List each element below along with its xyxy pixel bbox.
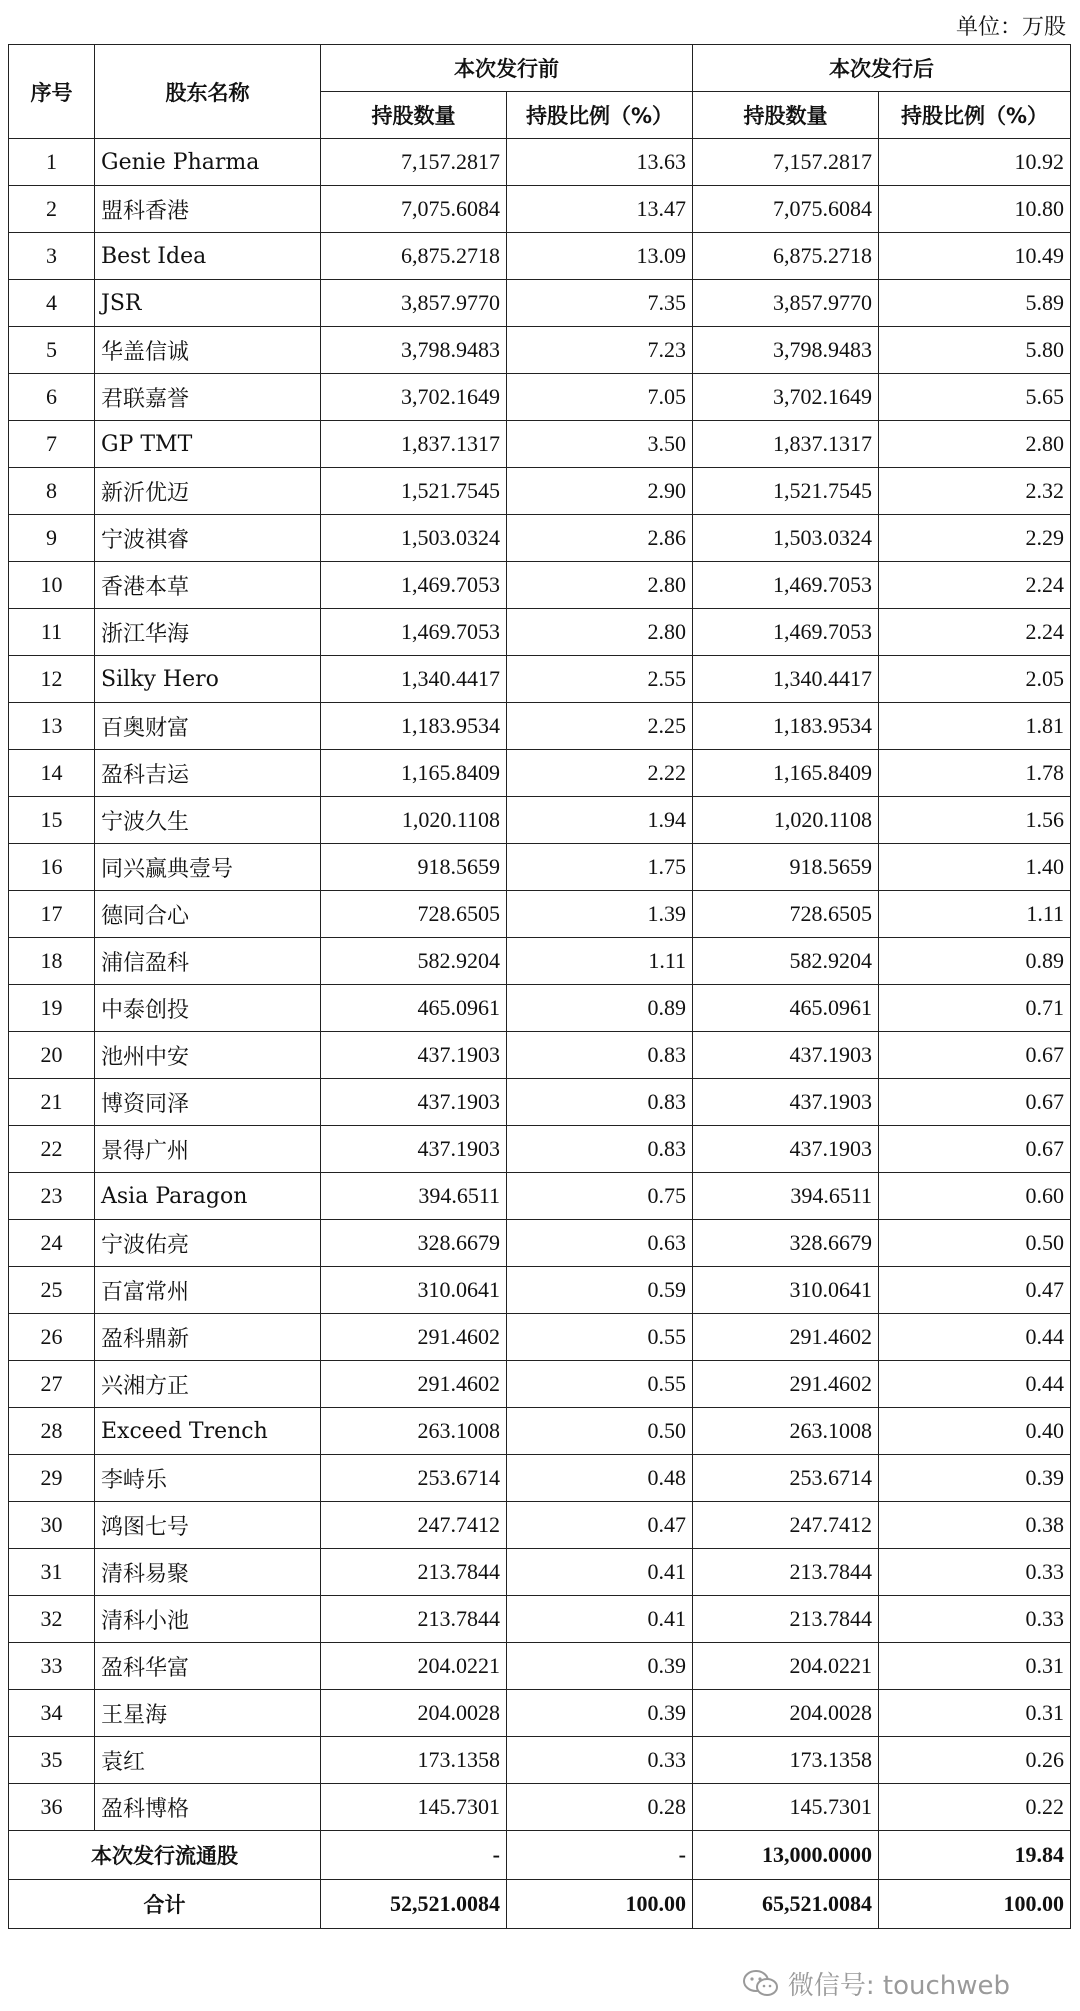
- table-row: [9, 186, 1071, 233]
- table-row: [9, 1173, 1071, 1220]
- row-before-shares: 6,875.2718: [321, 233, 507, 280]
- row-name: GP TMT: [95, 421, 321, 468]
- row-index: 22: [9, 1126, 95, 1173]
- row-before-shares: 1,020.1108: [321, 797, 507, 844]
- row-name: 香港本草: [95, 562, 321, 609]
- table-row: [9, 1267, 1071, 1314]
- table-row: [9, 1502, 1071, 1549]
- row-index: 7: [9, 421, 95, 468]
- row-index: 5: [9, 327, 95, 374]
- row-index: 4: [9, 280, 95, 327]
- row-index: 32: [9, 1596, 95, 1643]
- total-before-ratio: 100.00: [507, 1880, 693, 1929]
- row-name: 池州中安: [95, 1032, 321, 1079]
- row-name: 李峙乐: [95, 1455, 321, 1502]
- row-after-shares: 247.7412: [693, 1502, 879, 1549]
- table-row: [9, 609, 1071, 656]
- row-before-shares: 145.7301: [321, 1784, 507, 1831]
- row-before-ratio: 2.80: [507, 609, 693, 656]
- row-after-shares: 1,469.7053: [693, 562, 879, 609]
- row-before-shares: 7,157.2817: [321, 139, 507, 186]
- header-index: 序号: [9, 45, 95, 139]
- row-before-ratio: 1.94: [507, 797, 693, 844]
- row-name: 兴湘方正: [95, 1361, 321, 1408]
- circulating-before-ratio: -: [507, 1831, 693, 1880]
- row-before-ratio: 2.90: [507, 468, 693, 515]
- row-before-ratio: 0.39: [507, 1643, 693, 1690]
- row-after-ratio: 2.05: [879, 656, 1071, 703]
- row-before-ratio: 0.55: [507, 1361, 693, 1408]
- row-before-ratio: 2.86: [507, 515, 693, 562]
- row-index: 27: [9, 1361, 95, 1408]
- total-after-ratio: 100.00: [879, 1880, 1071, 1929]
- row-after-ratio: 0.67: [879, 1126, 1071, 1173]
- row-name: 同兴赢典壹号: [95, 844, 321, 891]
- row-after-shares: 465.0961: [693, 985, 879, 1032]
- row-before-shares: 437.1903: [321, 1126, 507, 1173]
- row-after-shares: 1,521.7545: [693, 468, 879, 515]
- row-before-ratio: 2.55: [507, 656, 693, 703]
- row-after-shares: 728.6505: [693, 891, 879, 938]
- row-before-ratio: 2.80: [507, 562, 693, 609]
- row-after-ratio: 0.50: [879, 1220, 1071, 1267]
- row-after-ratio: 2.32: [879, 468, 1071, 515]
- row-index: 2: [9, 186, 95, 233]
- row-after-shares: 310.0641: [693, 1267, 879, 1314]
- circulating-after-ratio: 19.84: [879, 1831, 1071, 1880]
- table-row: [9, 985, 1071, 1032]
- row-before-ratio: 0.83: [507, 1126, 693, 1173]
- row-before-ratio: 7.35: [507, 280, 693, 327]
- row-name: Asia Paragon: [95, 1173, 321, 1220]
- row-after-ratio: 0.40: [879, 1408, 1071, 1455]
- row-after-ratio: 10.92: [879, 139, 1071, 186]
- row-before-shares: 328.6679: [321, 1220, 507, 1267]
- row-index: 16: [9, 844, 95, 891]
- row-after-shares: 1,020.1108: [693, 797, 879, 844]
- row-name: 盈科鼎新: [95, 1314, 321, 1361]
- row-before-shares: 310.0641: [321, 1267, 507, 1314]
- row-before-shares: 7,075.6084: [321, 186, 507, 233]
- row-index: 6: [9, 374, 95, 421]
- row-index: 36: [9, 1784, 95, 1831]
- row-before-ratio: 13.47: [507, 186, 693, 233]
- row-name: 王星海: [95, 1690, 321, 1737]
- table-row: [9, 1784, 1071, 1831]
- row-index: 35: [9, 1737, 95, 1784]
- row-after-shares: 1,165.8409: [693, 750, 879, 797]
- row-name: 宁波佑亮: [95, 1220, 321, 1267]
- row-name: 袁红: [95, 1737, 321, 1784]
- row-after-ratio: 0.67: [879, 1032, 1071, 1079]
- row-name: 华盖信诚: [95, 327, 321, 374]
- row-before-ratio: 0.41: [507, 1596, 693, 1643]
- row-after-ratio: 1.78: [879, 750, 1071, 797]
- row-after-ratio: 0.31: [879, 1643, 1071, 1690]
- row-after-shares: 394.6511: [693, 1173, 879, 1220]
- total-row: [9, 1880, 1071, 1929]
- row-after-ratio: 0.71: [879, 985, 1071, 1032]
- row-after-shares: 437.1903: [693, 1126, 879, 1173]
- row-after-shares: 213.7844: [693, 1549, 879, 1596]
- row-index: 24: [9, 1220, 95, 1267]
- row-before-ratio: 7.05: [507, 374, 693, 421]
- row-before-ratio: 0.83: [507, 1079, 693, 1126]
- row-after-ratio: 0.31: [879, 1690, 1071, 1737]
- row-after-ratio: 5.80: [879, 327, 1071, 374]
- row-name: 浙江华海: [95, 609, 321, 656]
- table-row: [9, 656, 1071, 703]
- circulating-label: 本次发行流通股: [9, 1831, 321, 1880]
- row-after-ratio: 0.22: [879, 1784, 1071, 1831]
- row-index: 33: [9, 1643, 95, 1690]
- row-before-ratio: 3.50: [507, 421, 693, 468]
- row-after-shares: 253.6714: [693, 1455, 879, 1502]
- row-after-ratio: 0.38: [879, 1502, 1071, 1549]
- row-before-shares: 1,340.4417: [321, 656, 507, 703]
- row-after-shares: 6,875.2718: [693, 233, 879, 280]
- row-name: 宁波祺睿: [95, 515, 321, 562]
- row-name: Exceed Trench: [95, 1408, 321, 1455]
- row-name: 盈科吉运: [95, 750, 321, 797]
- row-name: 盈科华富: [95, 1643, 321, 1690]
- row-index: 8: [9, 468, 95, 515]
- header-after-shares: 持股数量: [693, 92, 879, 139]
- row-before-ratio: 1.39: [507, 891, 693, 938]
- row-index: 31: [9, 1549, 95, 1596]
- row-after-shares: 1,469.7053: [693, 609, 879, 656]
- header-after-ratio: 持股比例（%）: [879, 92, 1071, 139]
- row-before-shares: 394.6511: [321, 1173, 507, 1220]
- row-after-shares: 437.1903: [693, 1079, 879, 1126]
- row-before-shares: 291.4602: [321, 1361, 507, 1408]
- row-after-ratio: 0.67: [879, 1079, 1071, 1126]
- row-index: 19: [9, 985, 95, 1032]
- row-after-ratio: 0.33: [879, 1549, 1071, 1596]
- row-after-shares: 918.5659: [693, 844, 879, 891]
- row-index: 34: [9, 1690, 95, 1737]
- row-before-shares: 728.6505: [321, 891, 507, 938]
- watermark: [742, 1965, 1010, 2002]
- table-row: [9, 750, 1071, 797]
- row-after-ratio: 1.56: [879, 797, 1071, 844]
- row-after-shares: 291.4602: [693, 1361, 879, 1408]
- row-after-ratio: 0.44: [879, 1361, 1071, 1408]
- row-before-ratio: 2.25: [507, 703, 693, 750]
- row-before-shares: 3,857.9770: [321, 280, 507, 327]
- row-index: 13: [9, 703, 95, 750]
- shareholder-table: [8, 44, 1071, 1929]
- row-name: Best Idea: [95, 233, 321, 280]
- total-label: 合计: [9, 1880, 321, 1929]
- row-after-shares: 582.9204: [693, 938, 879, 985]
- row-index: 12: [9, 656, 95, 703]
- row-after-shares: 1,340.4417: [693, 656, 879, 703]
- row-after-ratio: 2.24: [879, 562, 1071, 609]
- row-index: 23: [9, 1173, 95, 1220]
- row-name: Silky Hero: [95, 656, 321, 703]
- row-before-shares: 291.4602: [321, 1314, 507, 1361]
- row-after-ratio: 0.44: [879, 1314, 1071, 1361]
- table-row: [9, 139, 1071, 186]
- table-row: [9, 515, 1071, 562]
- row-name: 盟科香港: [95, 186, 321, 233]
- row-before-ratio: 0.50: [507, 1408, 693, 1455]
- row-name: 浦信盈科: [95, 938, 321, 985]
- total-after-shares: 65,521.0084: [693, 1880, 879, 1929]
- table-row: [9, 468, 1071, 515]
- row-after-shares: 291.4602: [693, 1314, 879, 1361]
- row-after-shares: 328.6679: [693, 1220, 879, 1267]
- row-before-shares: 247.7412: [321, 1502, 507, 1549]
- table-row: [9, 844, 1071, 891]
- table-row: [9, 233, 1071, 280]
- row-after-shares: 3,798.9483: [693, 327, 879, 374]
- row-before-shares: 1,469.7053: [321, 562, 507, 609]
- row-before-shares: 1,165.8409: [321, 750, 507, 797]
- row-before-ratio: 0.59: [507, 1267, 693, 1314]
- table-row: [9, 938, 1071, 985]
- table-row: [9, 1549, 1071, 1596]
- row-before-shares: 3,702.1649: [321, 374, 507, 421]
- row-name: 清科易聚: [95, 1549, 321, 1596]
- row-after-shares: 1,503.0324: [693, 515, 879, 562]
- row-before-shares: 1,837.1317: [321, 421, 507, 468]
- row-after-ratio: 0.89: [879, 938, 1071, 985]
- table-row: [9, 891, 1071, 938]
- row-after-shares: 3,702.1649: [693, 374, 879, 421]
- row-before-ratio: 2.22: [507, 750, 693, 797]
- row-name: 百富常州: [95, 1267, 321, 1314]
- row-before-shares: 437.1903: [321, 1079, 507, 1126]
- row-index: 14: [9, 750, 95, 797]
- row-before-ratio: 0.39: [507, 1690, 693, 1737]
- row-after-shares: 173.1358: [693, 1737, 879, 1784]
- header-before: 本次发行前: [321, 45, 693, 92]
- row-index: 30: [9, 1502, 95, 1549]
- row-before-shares: 1,469.7053: [321, 609, 507, 656]
- row-after-shares: 145.7301: [693, 1784, 879, 1831]
- row-after-ratio: 2.29: [879, 515, 1071, 562]
- row-before-shares: 1,183.9534: [321, 703, 507, 750]
- table-row: [9, 1032, 1071, 1079]
- row-before-shares: 918.5659: [321, 844, 507, 891]
- row-index: 11: [9, 609, 95, 656]
- row-name: 百奥财富: [95, 703, 321, 750]
- row-after-ratio: 0.33: [879, 1596, 1071, 1643]
- row-before-ratio: 13.63: [507, 139, 693, 186]
- row-after-ratio: 2.80: [879, 421, 1071, 468]
- row-name: 鸿图七号: [95, 1502, 321, 1549]
- row-name: 清科小池: [95, 1596, 321, 1643]
- row-after-shares: 204.0028: [693, 1690, 879, 1737]
- table-row: [9, 1596, 1071, 1643]
- row-index: 29: [9, 1455, 95, 1502]
- row-after-ratio: 5.89: [879, 280, 1071, 327]
- row-after-shares: 7,075.6084: [693, 186, 879, 233]
- row-before-shares: 253.6714: [321, 1455, 507, 1502]
- row-name: JSR: [95, 280, 321, 327]
- row-index: 25: [9, 1267, 95, 1314]
- row-index: 1: [9, 139, 95, 186]
- row-before-shares: 213.7844: [321, 1549, 507, 1596]
- row-after-shares: 7,157.2817: [693, 139, 879, 186]
- row-name: 景得广州: [95, 1126, 321, 1173]
- table-row: [9, 703, 1071, 750]
- row-before-shares: 213.7844: [321, 1596, 507, 1643]
- row-before-shares: 465.0961: [321, 985, 507, 1032]
- row-before-shares: 3,798.9483: [321, 327, 507, 374]
- watermark-text: 微信号: touchweb: [787, 1971, 1010, 2001]
- row-after-ratio: 1.11: [879, 891, 1071, 938]
- row-before-ratio: 0.41: [507, 1549, 693, 1596]
- row-after-ratio: 0.39: [879, 1455, 1071, 1502]
- row-after-ratio: 10.49: [879, 233, 1071, 280]
- header-before-shares: 持股数量: [321, 92, 507, 139]
- table-body: [9, 139, 1071, 1831]
- table-row: [9, 1690, 1071, 1737]
- table-row: [9, 1126, 1071, 1173]
- row-before-ratio: 0.33: [507, 1737, 693, 1784]
- row-after-shares: 437.1903: [693, 1032, 879, 1079]
- row-before-ratio: 0.83: [507, 1032, 693, 1079]
- row-before-shares: 263.1008: [321, 1408, 507, 1455]
- row-name: 宁波久生: [95, 797, 321, 844]
- row-index: 28: [9, 1408, 95, 1455]
- row-index: 17: [9, 891, 95, 938]
- row-index: 20: [9, 1032, 95, 1079]
- row-before-shares: 582.9204: [321, 938, 507, 985]
- row-name: 新沂优迈: [95, 468, 321, 515]
- row-before-ratio: 1.11: [507, 938, 693, 985]
- row-index: 26: [9, 1314, 95, 1361]
- table-row: [9, 1079, 1071, 1126]
- row-after-shares: 263.1008: [693, 1408, 879, 1455]
- row-name: 君联嘉誉: [95, 374, 321, 421]
- row-name: 中泰创投: [95, 985, 321, 1032]
- circulating-row: [9, 1831, 1071, 1880]
- row-after-shares: 213.7844: [693, 1596, 879, 1643]
- row-before-ratio: 0.63: [507, 1220, 693, 1267]
- circulating-after-shares: 13,000.0000: [693, 1831, 879, 1880]
- row-index: 21: [9, 1079, 95, 1126]
- row-before-shares: 1,521.7545: [321, 468, 507, 515]
- row-before-shares: 1,503.0324: [321, 515, 507, 562]
- header-before-ratio: 持股比例（%）: [507, 92, 693, 139]
- row-after-shares: 3,857.9770: [693, 280, 879, 327]
- table-row: [9, 1455, 1071, 1502]
- row-after-ratio: 1.81: [879, 703, 1071, 750]
- row-after-shares: 1,837.1317: [693, 421, 879, 468]
- table-row: [9, 280, 1071, 327]
- row-after-ratio: 0.47: [879, 1267, 1071, 1314]
- table-row: [9, 1643, 1071, 1690]
- table-row: [9, 327, 1071, 374]
- row-before-ratio: 7.23: [507, 327, 693, 374]
- row-after-ratio: 0.60: [879, 1173, 1071, 1220]
- row-name: 博资同泽: [95, 1079, 321, 1126]
- row-index: 3: [9, 233, 95, 280]
- table-row: [9, 562, 1071, 609]
- header-name: 股东名称: [95, 45, 321, 139]
- header-after: 本次发行后: [693, 45, 1071, 92]
- row-after-ratio: 5.65: [879, 374, 1071, 421]
- table-row: [9, 421, 1071, 468]
- row-after-shares: 204.0221: [693, 1643, 879, 1690]
- row-before-ratio: 13.09: [507, 233, 693, 280]
- wechat-icon: [742, 1969, 780, 1999]
- circulating-before-shares: -: [321, 1831, 507, 1880]
- row-after-ratio: 0.26: [879, 1737, 1071, 1784]
- row-index: 15: [9, 797, 95, 844]
- row-name: 德同合心: [95, 891, 321, 938]
- table-row: [9, 374, 1071, 421]
- row-after-shares: 1,183.9534: [693, 703, 879, 750]
- row-before-ratio: 0.55: [507, 1314, 693, 1361]
- row-index: 9: [9, 515, 95, 562]
- total-before-shares: 52,521.0084: [321, 1880, 507, 1929]
- row-before-ratio: 1.75: [507, 844, 693, 891]
- row-before-shares: 173.1358: [321, 1737, 507, 1784]
- table-row: [9, 1408, 1071, 1455]
- row-before-ratio: 0.75: [507, 1173, 693, 1220]
- table-row: [9, 1737, 1071, 1784]
- row-before-ratio: 0.28: [507, 1784, 693, 1831]
- table-row: [9, 1220, 1071, 1267]
- table-row: [9, 1314, 1071, 1361]
- row-before-ratio: 0.47: [507, 1502, 693, 1549]
- row-index: 10: [9, 562, 95, 609]
- row-name: Genie Pharma: [95, 139, 321, 186]
- row-before-ratio: 0.89: [507, 985, 693, 1032]
- unit-label: 单位：万股: [955, 15, 1066, 40]
- row-after-ratio: 2.24: [879, 609, 1071, 656]
- row-name: 盈科博格: [95, 1784, 321, 1831]
- row-before-shares: 437.1903: [321, 1032, 507, 1079]
- table-row: [9, 797, 1071, 844]
- row-index: 18: [9, 938, 95, 985]
- row-before-shares: 204.0028: [321, 1690, 507, 1737]
- row-after-ratio: 10.80: [879, 186, 1071, 233]
- row-before-shares: 204.0221: [321, 1643, 507, 1690]
- table-row: [9, 1361, 1071, 1408]
- row-after-ratio: 1.40: [879, 844, 1071, 891]
- row-before-ratio: 0.48: [507, 1455, 693, 1502]
